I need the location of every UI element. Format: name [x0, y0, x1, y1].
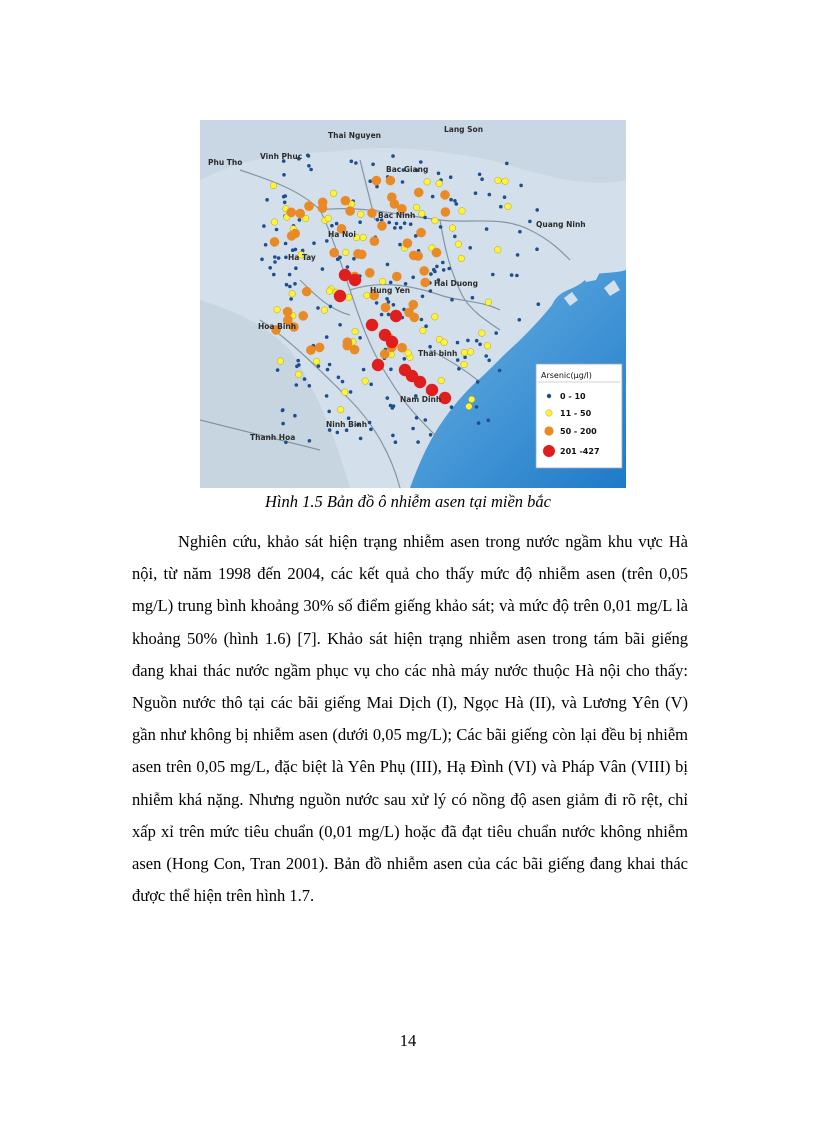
sample-point	[516, 253, 520, 257]
sample-point	[399, 226, 403, 230]
sample-point	[282, 173, 286, 177]
sample-point	[345, 206, 355, 216]
sample-point	[411, 276, 415, 280]
sample-point	[416, 440, 420, 444]
label-lang-son: Lang Son	[444, 125, 484, 134]
sample-point	[337, 376, 341, 380]
sample-point	[429, 289, 433, 293]
label-bac-ninh: Bac Ninh	[378, 211, 416, 220]
sample-point	[414, 376, 426, 388]
sample-point	[281, 409, 285, 413]
sample-point	[358, 211, 365, 218]
sample-point	[485, 227, 489, 231]
sample-point	[499, 205, 503, 209]
legend-label-201-427: 201 -427	[560, 447, 600, 456]
sample-point	[343, 249, 350, 256]
sample-point	[380, 313, 384, 317]
sample-point	[358, 220, 362, 224]
sample-point	[387, 313, 391, 317]
sample-point	[350, 160, 354, 164]
sample-point	[321, 267, 325, 271]
sample-point	[449, 198, 453, 202]
legend-label-11-50: 11 - 50	[560, 409, 592, 418]
sample-point	[479, 330, 486, 337]
sample-point	[313, 358, 320, 365]
sample-point	[455, 202, 459, 206]
sample-point	[391, 434, 395, 438]
sample-point	[380, 349, 390, 359]
sample-point	[477, 421, 481, 425]
sample-point	[283, 201, 287, 205]
label-vinh-phuc: Vinh Phuc	[260, 152, 303, 161]
sample-point	[404, 308, 414, 318]
sample-point	[420, 327, 427, 334]
sample-point	[485, 299, 492, 306]
sample-point	[298, 311, 308, 321]
sample-point	[277, 358, 284, 365]
label-ha-tay: Ha Tay	[288, 253, 316, 262]
label-thai-binh: Thai binh	[418, 349, 458, 358]
sample-point	[362, 378, 369, 385]
sample-point	[270, 237, 280, 247]
sample-point	[487, 359, 491, 363]
legend-title: Arsenic(µg/l)	[541, 371, 592, 380]
sample-point	[468, 246, 472, 250]
sample-point	[318, 203, 328, 213]
label-hung-yen: Hung Yen	[370, 286, 411, 295]
sample-point	[330, 224, 334, 228]
sample-point	[326, 368, 330, 372]
body-paragraph-container	[132, 526, 688, 912]
sample-point	[450, 405, 454, 409]
sample-point	[474, 191, 478, 195]
sample-point	[495, 247, 502, 254]
sample-point	[366, 319, 378, 331]
sample-point	[475, 405, 479, 409]
sample-point	[385, 297, 389, 301]
sample-point	[295, 209, 305, 219]
sample-point	[393, 226, 397, 230]
sample-point	[372, 359, 384, 371]
sample-point	[487, 419, 491, 423]
sample-point	[480, 177, 484, 181]
sample-point	[375, 301, 379, 305]
sample-point	[262, 224, 266, 228]
sample-point	[432, 268, 436, 272]
sample-point	[394, 440, 398, 444]
sample-point	[285, 283, 289, 287]
sample-point	[438, 377, 445, 384]
sample-point	[312, 241, 316, 245]
sample-point	[437, 172, 441, 176]
sample-point	[308, 384, 312, 388]
sample-point	[273, 260, 277, 264]
sample-point	[476, 380, 480, 384]
sample-point	[290, 229, 300, 239]
sample-point	[449, 225, 456, 232]
sample-point	[461, 361, 468, 368]
sample-point	[484, 354, 488, 358]
sample-point	[449, 175, 453, 179]
sample-point	[494, 331, 498, 335]
sample-point	[372, 176, 382, 186]
sample-point	[316, 306, 320, 310]
sample-point	[456, 358, 460, 362]
sample-point	[369, 383, 373, 387]
sample-point	[341, 380, 345, 384]
sample-point	[260, 258, 264, 262]
sample-point	[275, 228, 279, 232]
sample-point	[389, 368, 393, 372]
sample-point	[439, 225, 443, 229]
sample-point	[341, 196, 351, 206]
sample-point	[346, 265, 350, 269]
sample-point	[367, 208, 377, 218]
sample-point	[467, 349, 474, 356]
sample-point	[271, 219, 278, 226]
sample-point	[303, 377, 307, 381]
sample-point	[419, 160, 423, 164]
sample-point	[398, 243, 402, 247]
sample-point	[413, 251, 423, 261]
sample-point	[453, 199, 457, 203]
sample-point	[409, 222, 413, 226]
sample-point	[389, 281, 393, 285]
sample-point	[397, 343, 407, 353]
sample-point	[441, 207, 451, 217]
sample-point	[415, 416, 419, 420]
sample-point	[432, 248, 442, 258]
sample-point	[362, 368, 366, 372]
sample-point	[349, 274, 361, 286]
sample-point	[335, 222, 339, 226]
sample-point	[392, 272, 402, 282]
sample-point	[342, 389, 349, 396]
sample-point	[325, 239, 329, 243]
body-paragraph: Nghiên cứu, khảo sát hiện trạng nhiễm asen trong nước ngầm khu vực Hà nội, từ năm 1998 đến 2004, các kết quả cho thấy mức độ nhiễm asen (trên 0,05 mg/L) trung bình khoảng 30% số điểm giếng khảo sát; và mức độ trên 0,01 mg/L là khoảng 50% (hình 1.6) [7]. Khảo sát hiện trạng nhiễm asen trong tám bãi giếng đang khai thác nước ngầm phục vụ cho các nhà máy nước thuộc Hà nội cho thấy: Nguồn nước thô tại các bãi giếng Mai Dịch (I), Ngọc Hà (II), và Lương Yên (V) gần như không bị nhiễm asen (dưới 0,05 mg/L); Các bãi giếng còn lại đều bị nhiễm asen trên 0,05 mg/L, đặc biệt là Yên Phụ (III), Hạ Đình (VI) và Pháp Vân (VIII) bị nhiễm khá nặng. Nhưng nguồn nước sau xử lý có nồng độ asen giảm đi rõ rệt, chỉ xấp xỉ trên mức tiêu chuẩn (0,01 mg/L) hoặc đã đạt tiêu chuẩn nước không nhiễm asen (Hong Con, Tran 2001). Bản đồ nhiễm asen của các bãi giếng đang khai thác được thể hiện trên hình 1.7.	[132, 532, 688, 906]
sample-point	[518, 318, 522, 322]
sample-point	[471, 296, 475, 300]
sample-point	[440, 190, 450, 200]
sample-point	[395, 222, 399, 226]
sample-point	[505, 203, 512, 210]
sample-point	[337, 406, 344, 413]
sample-point	[491, 273, 495, 277]
sample-point	[424, 418, 428, 422]
sample-point	[429, 272, 433, 276]
sample-point	[442, 268, 446, 272]
sample-point	[419, 266, 429, 276]
sample-point	[309, 168, 313, 172]
map-legend	[536, 364, 622, 468]
label-hoa-binh: Hoa Binh	[258, 322, 297, 331]
sample-point	[488, 193, 492, 197]
sample-point	[295, 371, 302, 378]
sample-point	[475, 339, 479, 343]
sample-point	[535, 208, 539, 212]
legend-marker-50-200	[544, 426, 553, 435]
sample-point	[329, 248, 339, 258]
sample-point	[459, 208, 466, 215]
sample-point	[441, 261, 445, 265]
sample-point	[371, 163, 375, 167]
sample-point	[268, 266, 272, 270]
sample-point	[403, 357, 407, 361]
sample-point	[338, 256, 342, 260]
sample-point	[325, 394, 329, 398]
sample-point	[272, 273, 276, 277]
sample-point	[401, 180, 405, 184]
label-ha-noi: Ha Noi	[328, 230, 356, 239]
sample-point	[535, 247, 539, 251]
sample-point	[282, 195, 286, 199]
sample-point	[450, 298, 454, 302]
sample-point	[424, 324, 428, 328]
sample-point	[386, 336, 398, 348]
sample-point	[518, 230, 522, 234]
sample-point	[528, 220, 532, 224]
sample-point	[389, 404, 393, 408]
sample-point	[265, 198, 269, 202]
sample-point	[298, 218, 302, 222]
sample-point	[293, 414, 297, 418]
sample-point	[288, 273, 292, 277]
sample-point	[293, 282, 297, 286]
label-thai-nguyen: Thai Nguyen	[328, 131, 381, 140]
sample-point	[358, 336, 362, 340]
sample-point	[288, 285, 292, 289]
sample-point	[325, 335, 329, 339]
sample-point	[386, 263, 390, 267]
sample-point	[502, 178, 509, 185]
label-hai-duong: Hai Duong	[434, 279, 478, 288]
sample-point	[350, 345, 360, 355]
sample-point	[328, 363, 332, 367]
sample-point	[429, 433, 433, 437]
sample-point	[277, 256, 281, 260]
sample-point	[315, 343, 325, 353]
sample-point	[365, 268, 375, 278]
sample-point	[453, 235, 457, 239]
sample-point	[264, 243, 268, 247]
sample-point	[466, 403, 473, 410]
sample-point	[283, 307, 293, 317]
sample-point	[436, 180, 443, 187]
sample-point	[457, 367, 461, 371]
sample-point	[304, 201, 314, 211]
sample-point	[352, 328, 359, 335]
sample-point	[381, 303, 391, 313]
sample-point	[461, 349, 468, 356]
sample-point	[414, 188, 424, 198]
sample-point	[458, 255, 465, 262]
sample-point	[368, 179, 372, 183]
sample-point	[510, 273, 514, 277]
sample-point	[390, 310, 402, 322]
sample-point	[478, 343, 482, 347]
arsenic-map	[200, 120, 626, 488]
label-ninh-binh: Ninh Binh	[326, 420, 368, 429]
sample-point	[284, 242, 288, 246]
sample-point	[286, 208, 296, 218]
sample-point	[289, 291, 296, 298]
sample-point	[326, 288, 333, 295]
sample-point	[424, 179, 431, 186]
sample-point	[435, 265, 439, 269]
label-phu-tho: Phu Tho	[208, 158, 243, 167]
sample-point	[537, 302, 541, 306]
sample-point	[505, 162, 509, 166]
sample-point	[455, 241, 462, 248]
sample-point	[387, 221, 391, 225]
legend-label-50-200: 50 - 200	[560, 427, 597, 436]
sample-point	[321, 307, 328, 314]
sample-point	[291, 248, 295, 252]
sample-point	[353, 249, 363, 259]
sample-point	[281, 422, 285, 426]
sample-point	[307, 164, 311, 168]
sample-point	[306, 345, 316, 355]
sample-point	[466, 339, 470, 343]
sample-point	[503, 195, 507, 199]
sample-point	[368, 421, 372, 425]
sample-point	[498, 369, 502, 373]
sample-point	[420, 278, 430, 288]
sample-point	[308, 439, 312, 443]
sample-point	[421, 295, 425, 299]
label-bac-giang: Bac Giang	[386, 165, 429, 174]
sample-point	[359, 437, 363, 441]
sample-point	[420, 318, 424, 322]
figure-caption: Hình 1.5 Bản đồ ô nhiễm asen tại miền bắc	[265, 492, 551, 511]
sample-point	[274, 306, 281, 313]
sample-point	[468, 396, 475, 403]
sample-point	[289, 297, 293, 301]
sample-point	[391, 154, 395, 158]
sample-point	[325, 215, 332, 222]
legend-marker-0-10	[547, 394, 551, 398]
sample-point	[519, 184, 523, 188]
sample-point	[431, 195, 435, 199]
sample-point	[336, 431, 340, 435]
sample-point	[270, 182, 277, 189]
sample-point	[329, 305, 333, 309]
sample-point	[307, 154, 311, 158]
sample-point	[273, 255, 277, 259]
sample-point	[334, 290, 346, 302]
sample-point	[386, 396, 390, 400]
sample-point	[416, 228, 426, 238]
sample-point	[390, 199, 400, 209]
sample-point	[297, 363, 301, 367]
sample-point	[327, 410, 331, 414]
sample-point	[478, 173, 482, 177]
legend-marker-11-50	[546, 410, 552, 416]
sample-point	[495, 177, 502, 184]
sample-point	[463, 356, 467, 360]
sample-point	[403, 238, 413, 248]
label-nam-dinh: Nam Dinh	[400, 395, 442, 404]
sample-point	[330, 190, 337, 197]
sample-point	[411, 427, 415, 431]
sample-point	[403, 221, 407, 225]
sample-point	[456, 341, 460, 345]
sample-point	[386, 176, 396, 186]
legend-label-0-10: 0 - 10	[560, 392, 586, 401]
page-number: 14	[399, 1031, 417, 1050]
sample-point	[276, 368, 280, 372]
legend-marker-201-427	[543, 445, 555, 457]
sample-point	[345, 294, 352, 301]
sample-point	[295, 383, 299, 387]
sample-point	[294, 266, 298, 270]
sample-point	[370, 236, 380, 246]
sample-point	[392, 404, 396, 408]
sample-point	[379, 278, 386, 285]
label-thanh-hoa: Thanh Hoa	[250, 433, 296, 442]
sample-point	[296, 359, 300, 363]
sample-point	[302, 287, 312, 297]
sample-point	[428, 345, 432, 349]
sample-point	[484, 343, 491, 350]
sample-point	[441, 339, 448, 346]
sample-point	[349, 390, 353, 394]
sample-point	[515, 274, 519, 278]
sample-point	[338, 323, 342, 327]
arsenic-map-figure	[200, 120, 626, 488]
sample-point	[377, 221, 387, 231]
sample-point	[360, 234, 367, 241]
sample-point	[447, 267, 451, 271]
sample-point	[392, 303, 396, 307]
sample-point	[432, 217, 439, 224]
sample-point	[432, 314, 439, 321]
sample-point	[369, 428, 373, 432]
label-quang-ninh: Quang Ninh	[536, 220, 586, 229]
sample-point	[413, 204, 420, 211]
sample-point	[354, 161, 358, 165]
sample-point	[419, 210, 426, 217]
